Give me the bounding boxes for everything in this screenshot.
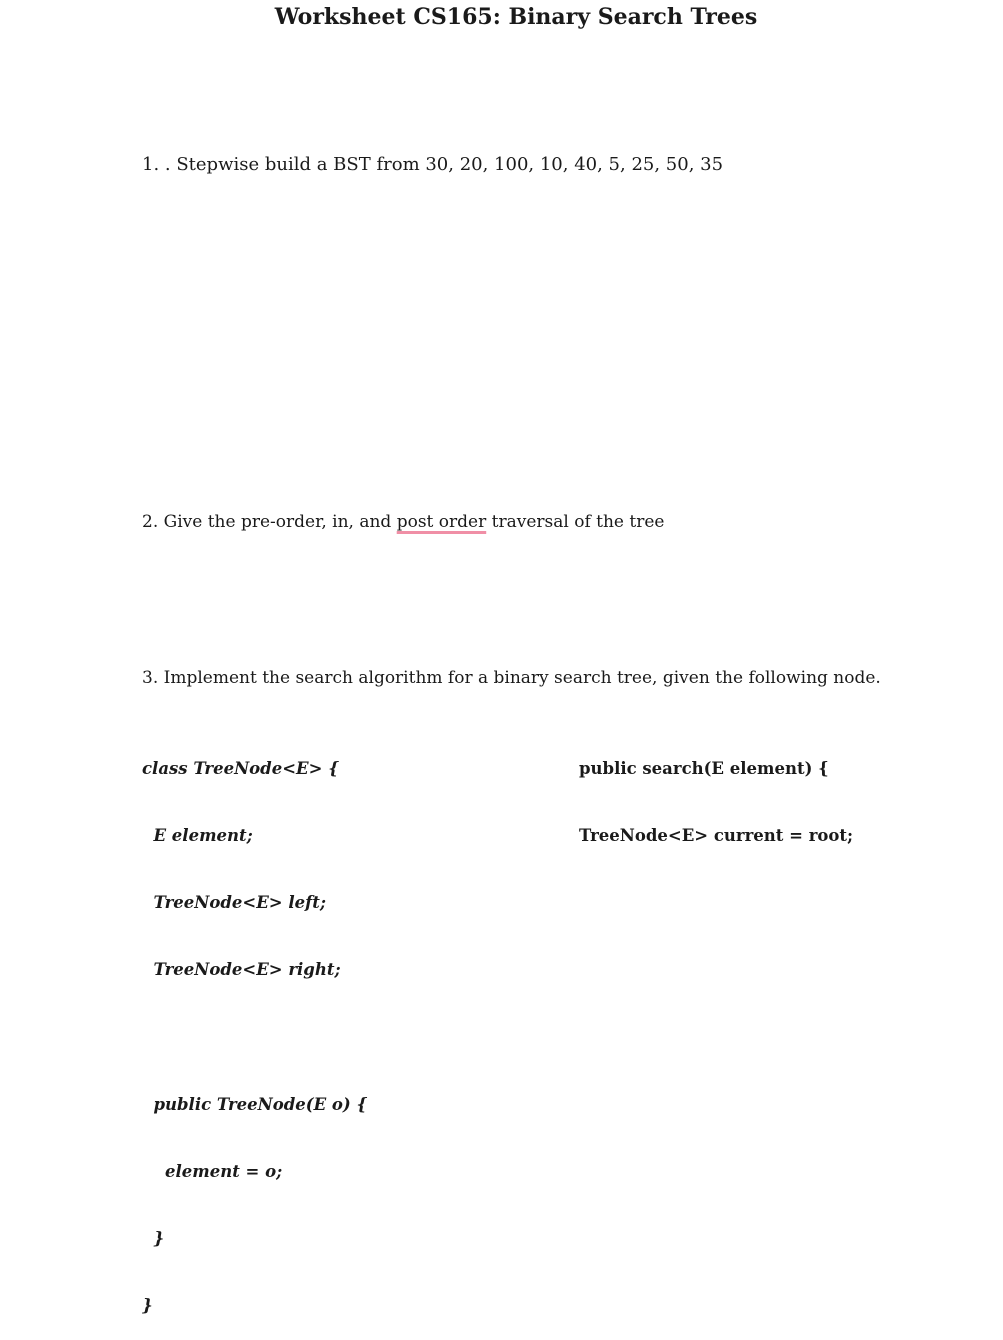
code-line: [142, 1027, 367, 1049]
spellcheck-flagged-text[interactable]: post order: [396, 512, 487, 532]
search-method-code: [579, 713, 853, 870]
question-2-prefix: 2. Give the pre-order, in, and: [142, 512, 397, 532]
code-line: public TreeNode(E o) {: [142, 1094, 368, 1114]
question-3: 3. Implement the search algorithm for a binary search tree, given the following node.: [142, 668, 881, 688]
code-line: TreeNode<E> left;: [142, 893, 326, 913]
code-line: element = o;: [142, 1162, 283, 1182]
question-1: 1. . Stepwise build a BST from 30, 20, 100, 10, 40, 5, 25, 50, 35: [142, 154, 724, 175]
code-line: E element;: [142, 826, 253, 846]
code-line: TreeNode<E> current = root;: [579, 826, 854, 846]
worksheet-title: Worksheet CS165: Binary Search Trees: [274, 4, 758, 30]
code-line: }: [142, 1296, 153, 1316]
treenode-class-code: [142, 713, 367, 1340]
code-line: TreeNode<E> right;: [142, 960, 341, 980]
question-2-suffix: traversal of the tree: [486, 512, 665, 532]
code-line: }: [142, 1229, 165, 1249]
code-line: public search(E element) {: [579, 758, 829, 778]
code-line: class TreeNode<E> {: [142, 758, 339, 778]
question-2: [142, 512, 664, 532]
